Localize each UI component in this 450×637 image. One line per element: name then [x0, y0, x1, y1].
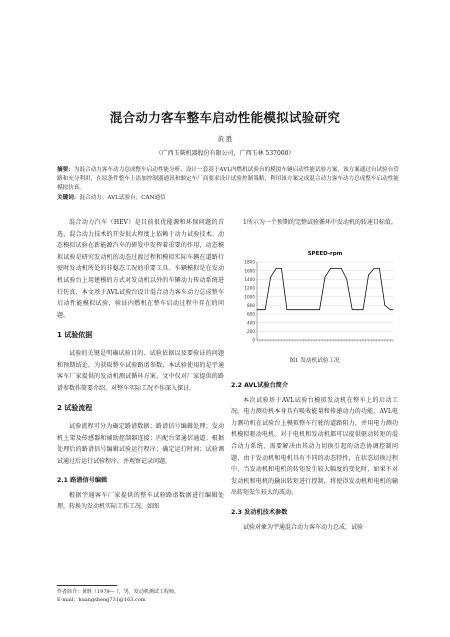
chart-data-point: [270, 277, 271, 278]
chart-svg: [235, 246, 397, 354]
footnote-email: E-mail：huangsheng731@163.com: [57, 597, 146, 603]
chart-series-line: [257, 269, 393, 310]
chart-data-point: [336, 268, 337, 269]
chart-data-point: [308, 309, 309, 310]
chart-data-point: [341, 268, 342, 269]
footnote-author-bio: 作者简介：黄胜（1979— ），男，发动机测试工程师。: [57, 589, 179, 595]
chart-data-point: [368, 275, 369, 276]
chart-data-point: [303, 309, 304, 310]
section-2-text: 试验流程可分为确定路谱数据；路谱信号编辑处理；发动机上架及传感器和辅助控制器连接；匹配台架通信通道；根据处理后的路谱信号编辑试验运行程序；确定运行时间；试验调试通过后运行试验程序，并观察记录问题。: [57, 422, 224, 465]
section-1-text: 试验的关键是明确试验目的、试验依据以及要验证的问题和预期结论。为获取整车试验路谱参数，本试验使用的是宇通客车厂家提供的发动机测试循环方案，文中仅对厂家提供的路谱参数作简要介绍，对整车实际工况不作深入探讨。: [57, 349, 224, 392]
subsection-2-2-text: 本次试验基于AVL试验台模拟发动机在整车上的启动工况。电力测功机本身具有吸收能量和传递动力的功能，AVL电力测功机在试验台上模拟整车行驶的道路阻力，并用电力测功机模拟驱动电机。对于电机和发动机都可以提供驱动转矩的混合动力系统，需要解决由其动力切换引起的动态协调控制问题，由于发动机和电机具有不同的动态特性，在状态切换过程中，当发动机和电机的转矩发生较大幅度的变化时，如果不对发动机和电机的输出转矩进行控制，将使得发动机和电机的输出转矩发生较大的波动。: [231, 396, 398, 497]
subsection-heading-2-2: 2.2 AVL试验台简介: [231, 382, 289, 389]
chart-data-point: [393, 309, 394, 310]
section-heading-2: 2 试验流程: [57, 404, 93, 413]
footnote-divider: [57, 585, 117, 586]
chart-y-tick-label: 800: [247, 302, 255, 308]
chart-data-point: [363, 309, 364, 310]
chart-data-point: [265, 309, 266, 310]
chart-data-point: [314, 309, 315, 310]
speed-chart: [235, 246, 397, 354]
intro-paragraph: 混合动力汽车（HEV）是目前很优能源和环保问题的首选，混合动力技术的开发很大程度上依赖于动力试验技术。动态模拟试验在新能源汽车的研发中发挥着重要的作用，动态模拟试验是研究发动机的动态过渡过程和模拟实际车辆在道路行驶时发动机所处的非稳态工况的重要工具。车辆模拟是在发动机试验台上用建模的方式对发动机以外的车辆动力传动系统进行仿真，本文基于AVL试验台设计混合动力客车动力总成整车启动性能模拟试验，验证内燃机在整车启动过程中存在的问题。: [57, 219, 224, 319]
chart-data-point: [374, 268, 375, 269]
paper-title: 混合动力客车整车启动性能模拟试验研究: [109, 110, 341, 125]
chart-y-tick-label: 1000: [244, 294, 255, 300]
chart-data-point: [257, 309, 258, 310]
chart-title: SPEED-rpm: [307, 251, 343, 257]
subsection-heading-2-1: 2.1 路谱信号编辑: [57, 477, 108, 485]
abstract: [57, 166, 399, 193]
chart-data-point: [346, 279, 347, 280]
chart-data-point: [287, 309, 288, 310]
chart-data-point: [276, 268, 277, 269]
chart-y-tick-label: 200: [247, 328, 255, 334]
chart-y-tick-label: 1800: [244, 259, 255, 265]
chart-y-tick-label: 0: [252, 337, 255, 343]
chart-data-point: [357, 309, 358, 310]
chart-data-point: [330, 268, 331, 269]
chart-data-point: [292, 309, 293, 310]
section-heading-1: 1 试验依据: [57, 331, 93, 340]
chart-y-tick-label: 400: [247, 320, 255, 326]
chart-data-point: [384, 305, 385, 306]
chart-data-point: [319, 309, 320, 310]
chart-y-tick-label: 1400: [244, 276, 255, 282]
chart-data-point: [297, 309, 298, 310]
right-top-text: 1所示为一个预期的完整试验循环中发动机的转速目标值。: [243, 219, 397, 226]
subsection-heading-2-3: 2.3 发动机技术参数: [231, 508, 288, 516]
chart-data-point: [325, 277, 326, 278]
chart-y-tick-label: 600: [247, 311, 255, 317]
keywords-text: 混合动力；AVL试验台；CAN通信: [79, 195, 166, 201]
subsection-2-1-text: 根据宇通客车厂家提供的整车试验路谱数据进行编辑处理，转换为发动机实际工作工况。如图: [57, 491, 224, 511]
author-name: 黄 胜: [217, 135, 233, 143]
chart-data-point: [390, 309, 391, 310]
right-column-lower: [231, 372, 398, 533]
keywords-label: 关键词：: [57, 195, 80, 201]
keywords: [57, 193, 399, 201]
subsection-2-3-text: 试验对象为宇通混合动力客车动力总成，试验: [243, 523, 364, 531]
chart-data-point: [352, 309, 353, 310]
chart-y-tick-label: 1600: [244, 268, 255, 274]
affiliation: （广西玉柴机器股份有限公司，广西玉林 537000）: [155, 150, 295, 157]
footnote: [57, 588, 237, 604]
right-column-top: [231, 217, 398, 229]
figure-caption: 图1 发动机试验工况: [289, 358, 340, 364]
abstract-label: 摘要：: [57, 167, 74, 173]
abstract-text: 为混合动力客车动力总成整车启动性能分析，设计一套基于AVL内燃机试验台的模拟车辆启动性能试验方案，该方案通过台试验台管路和充分利用，在原条件整车上添加控制器通讯和额定车厂商要求设计试验控制策略，利用该方案完成混合动力客车动力总成整车启动性能模拟仿真。: [57, 167, 399, 191]
chart-data-point: [281, 268, 282, 269]
left-column: [57, 217, 224, 513]
chart-data-point: [379, 268, 380, 269]
chart-y-tick-label: 1200: [244, 285, 255, 291]
